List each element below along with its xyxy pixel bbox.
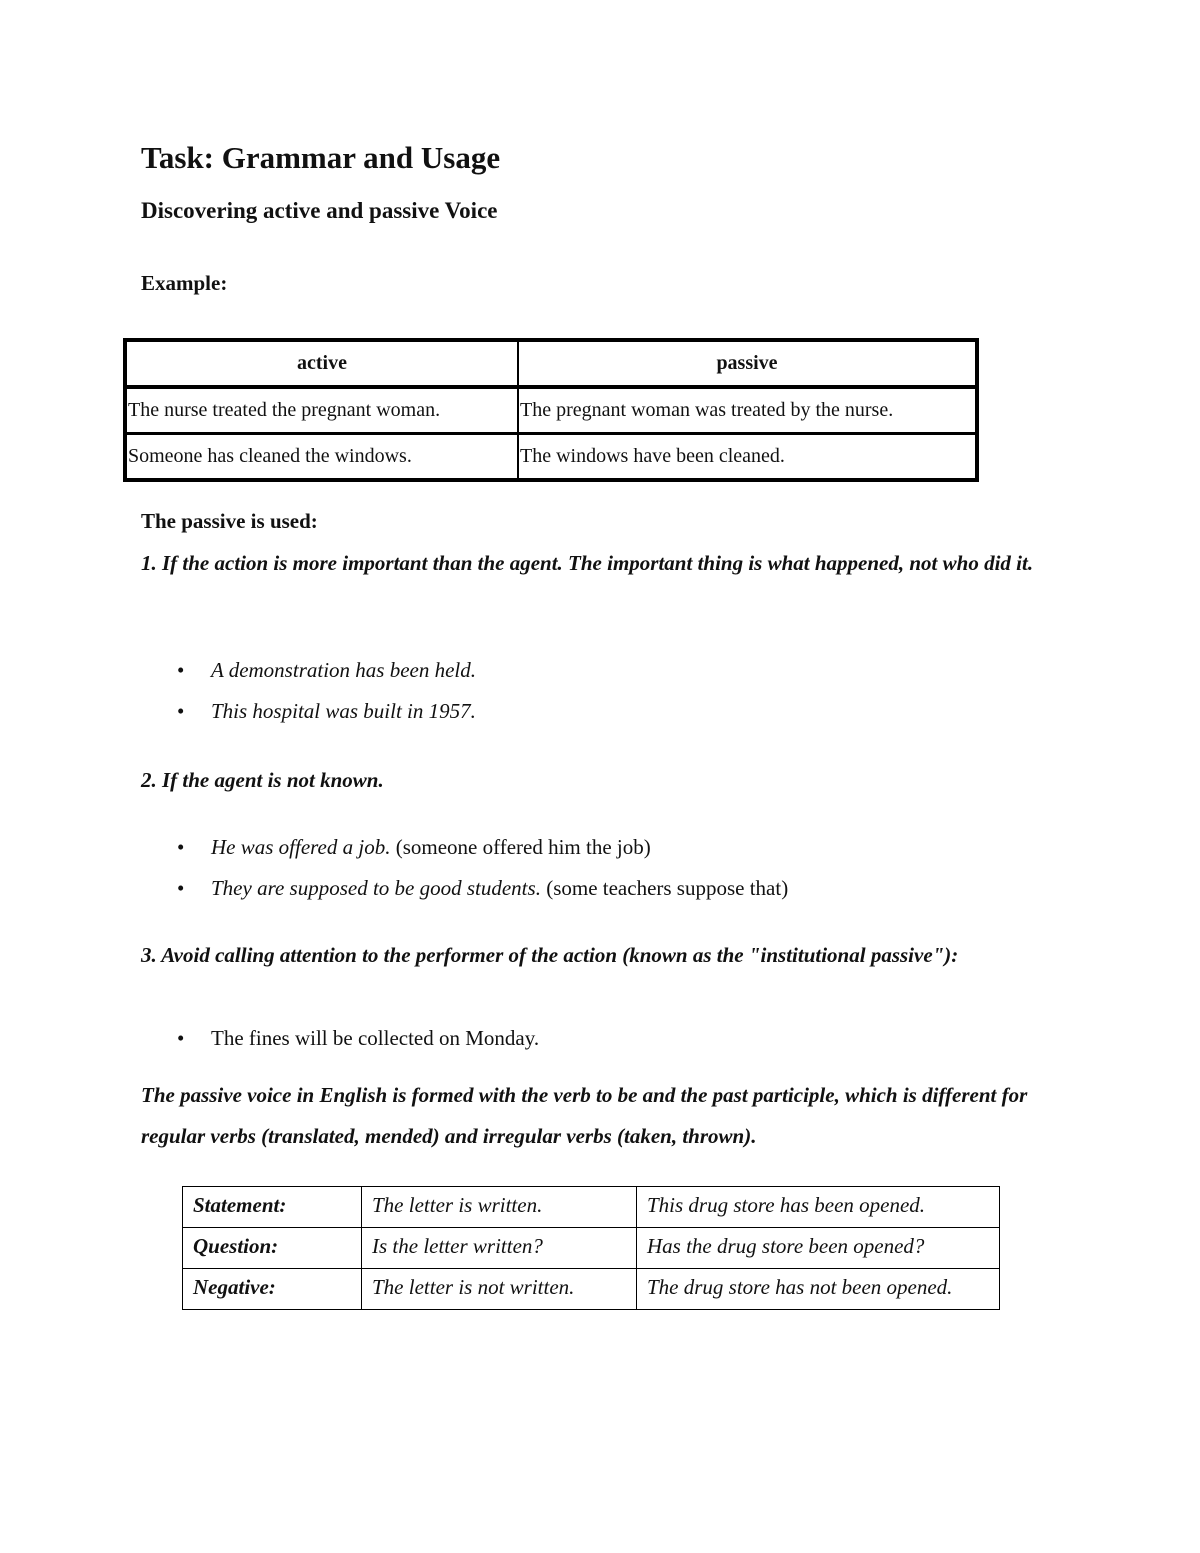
form-example-2: Has the drug store been opened? xyxy=(637,1228,1000,1269)
form-example-1: Is the letter written? xyxy=(362,1228,637,1269)
bullet-icon: • xyxy=(177,876,185,900)
form-label: Question: xyxy=(183,1228,362,1269)
rule-1-heading: 1. If the action is more important than the agent. The important thing is what happened, not who did it. xyxy=(141,551,1034,575)
bullet-icon: • xyxy=(177,1026,185,1050)
table-cell-active: The nurse treated the pregnant woman. xyxy=(125,387,518,434)
table-cell-passive: The windows have been cleaned. xyxy=(518,434,977,481)
rule-2-heading: 2. If the agent is not known. xyxy=(141,768,384,792)
header-passive: passive xyxy=(518,340,977,387)
passive-forms-table xyxy=(182,1186,1000,1310)
example-note: (some teachers suppose that) xyxy=(540,876,789,900)
table-header-row xyxy=(125,340,977,387)
bullet-icon: • xyxy=(177,699,185,723)
header-active: active xyxy=(125,340,518,387)
rule-3-heading: 3. Avoid calling attention to the performer of the action (known as the "institutional passive"): xyxy=(141,943,959,967)
example-sentence: A demonstration has been held. xyxy=(211,658,477,682)
list-item xyxy=(177,835,651,860)
example-note: The fines will be collected on Monday. xyxy=(211,1026,540,1050)
table-cell-active: Someone has cleaned the windows. xyxy=(125,434,518,481)
page-subtitle: Discovering active and passive Voice xyxy=(141,198,498,223)
bullet-icon: • xyxy=(177,835,185,859)
form-example-1: The letter is not written. xyxy=(362,1269,637,1310)
list-item xyxy=(177,876,788,901)
table-row xyxy=(183,1187,1000,1228)
example-sentence: They are supposed to be good students. xyxy=(211,876,541,900)
list-item xyxy=(177,658,476,683)
form-label: Statement: xyxy=(183,1187,362,1228)
page-title: Task: Grammar and Usage xyxy=(141,140,501,175)
list-item xyxy=(177,1026,539,1051)
table-row xyxy=(183,1228,1000,1269)
table-row xyxy=(183,1269,1000,1310)
form-example-2: The drug store has not been opened. xyxy=(637,1269,1000,1310)
example-label: Example: xyxy=(141,271,228,295)
formation-note: The passive voice in English is formed with the verb to be and the past participle, which is different for regular verbs (translated, mended) and irregular verbs (taken, thrown). xyxy=(141,1083,1028,1148)
form-label: Negative: xyxy=(183,1269,362,1310)
table-cell-passive: The pregnant woman was treated by the nurse. xyxy=(518,387,977,434)
table-row xyxy=(125,434,977,481)
table-row xyxy=(125,387,977,434)
bullet-icon: • xyxy=(177,658,185,682)
passive-used-label: The passive is used: xyxy=(141,509,318,533)
active-passive-example-table xyxy=(123,338,979,482)
form-example-2: This drug store has been opened. xyxy=(637,1187,1000,1228)
form-example-1: The letter is written. xyxy=(362,1187,637,1228)
list-item xyxy=(177,699,476,724)
example-sentence: He was offered a job. xyxy=(211,835,391,859)
example-sentence: This hospital was built in 1957. xyxy=(211,699,476,723)
example-note: (someone offered him the job) xyxy=(390,835,651,859)
